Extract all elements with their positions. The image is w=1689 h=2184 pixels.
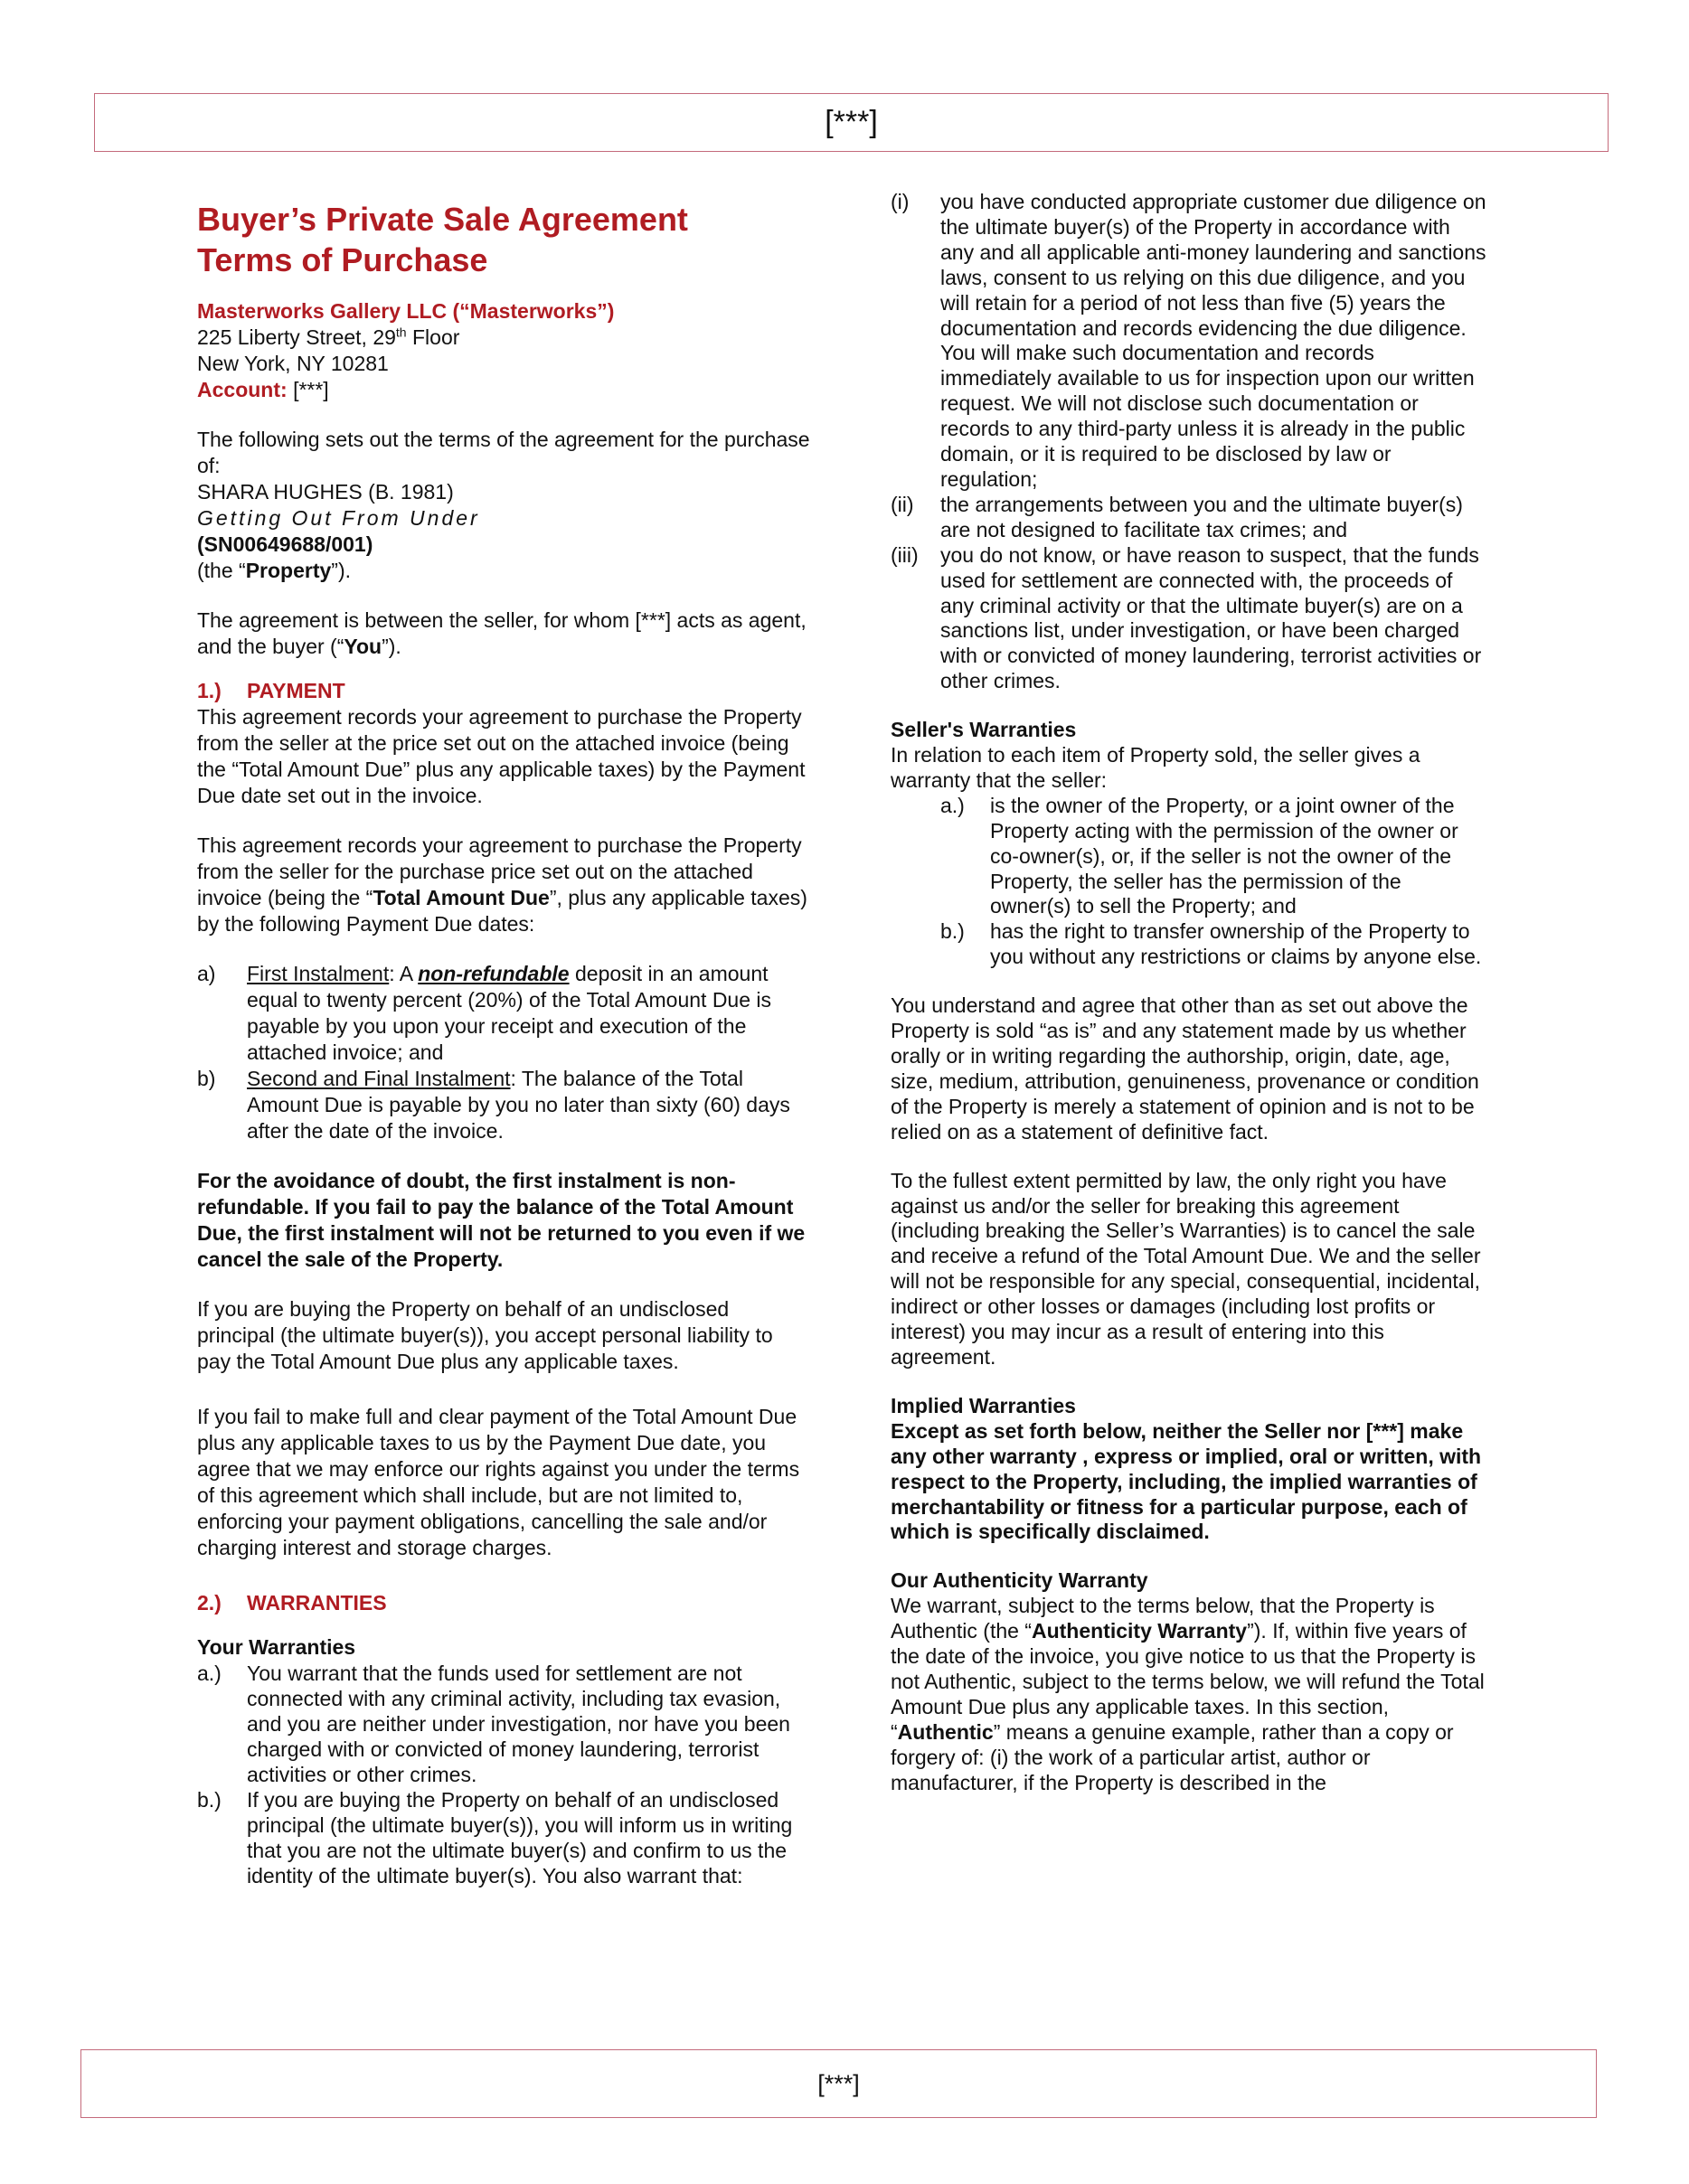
avoidance-of-doubt-note: For the avoidance of doubt, the first instalment is non-refundable. If you fail to pay the balance of the Total Amount Due, the first instalment will not be returned to you even if we cancel the sale of the Property. <box>197 1169 806 1271</box>
sellers-warranties-intro: In relation to each item of Property sold, the seller gives a warranty that the seller: <box>891 743 1420 792</box>
implied-warranties-heading: Implied Warranties <box>891 1393 1076 1417</box>
account-value: [***] <box>293 378 329 401</box>
address-line-2: New York, NY 10281 <box>197 352 389 375</box>
artist-name: SHARA HUGHES (B. 1981) <box>197 480 454 504</box>
footer-text: [***] <box>817 2069 860 2097</box>
account-label: Account: <box>197 378 288 401</box>
lot-number: (SN00649688/001) <box>197 532 373 556</box>
list-item: (i) you have conducted appropriate customer due diligence on the ultimate buyer(s) of the Property in accordance with any and all applicable anti-money laundering and sanctions laws, consent to us relying on this due diligence, and you will retain for a period of not less than five (5) years the documentation and records evidencing the due diligence. You will make such documentation and records immediately available to us for inspection upon our written request. We will not disclose such documentation or records to any third-party unless it is already in the public domain, or it is required to be disclosed by law or regulation; <box>891 190 1486 491</box>
implied-warranties-text: Except as set forth below, neither the Seller nor [***] make any other warranty , express or implied, oral or written, with respect to the Property, including, the implied warranties of merchantability or fitness for a particular purpose, each of which is specifically disclaimed. <box>891 1418 1482 1544</box>
list-item: (ii) the arrangements between you and the ultimate buyer(s) are not designed to facilitate tax crimes; and <box>891 492 1463 541</box>
parties-text: The agreement is between the seller, for whom [***] acts as agent, and the buyer (“You”). <box>197 608 807 658</box>
title-line-1: Buyer’s Private Sale Agreement <box>197 201 688 238</box>
account-line <box>197 377 812 403</box>
authenticity-warranty-text: We warrant, subject to the terms below, that the Property is Authentic (the “Authenticity Warranty”). If, within five years of the date of the invoice, you give notice to us that the Property is not Authentic, subject to the terms below, we will refund the Total Amount Due plus any applicable taxes. In this section, “Authentic” means a genuine example, rather than a copy or forgery of: (i) the work of a particular artist, author or manufacturer, if the Property is described in the <box>891 1594 1485 1794</box>
company-name: Masterworks Gallery LLC (“Masterworks”) <box>197 299 615 323</box>
list-item: a.) is the owner of the Property, or a joint owner of the Property acting with the permission of the owner or co-owner(s), or, if the seller is not the owner of the Property, the seller has the permission of the owner(s) to sell the Property; and <box>940 793 1458 918</box>
as-is-paragraph: You understand and agree that other than as set out above the Property is sold “as is” and any statement made by us whether orally or in writing regarding the authorship, origin, date, age, size, medium, attribution, genuineness, provenance or condition of the Property is merely a statement of opinion and is not to be relied on as a statement of definitive fact. <box>891 993 1479 1144</box>
footer-frame <box>80 2049 1597 2118</box>
payment-paragraph-3: If you are buying the Property on behalf of an undisclosed principal (the ultimate buyer(s)), you accept personal liability to pay the Total Amount Due plus any applicable taxes. <box>197 1297 773 1373</box>
document-title <box>197 199 812 280</box>
section-1-heading: 1.) PAYMENT <box>197 679 345 702</box>
list-item: a.) You warrant that the funds used for settlement are not connected with any criminal activity, including tax evasion, and you are neither under investigation, nor have you been charged with or convicted of money laundering, terrorist activities or other crimes. <box>197 1662 790 1786</box>
payment-paragraph-4: If you fail to make full and clear payment of the Total Amount Due plus any applicable taxes to us by the Payment Due date, you agree that we may enforce our rights against you under the terms of this agreement which shall include, but are not limited to, enforcing your payment obligations, cancelling the sale and/or charging interest and storage charges. <box>197 1405 800 1559</box>
authenticity-warranty-heading: Our Authenticity Warranty <box>891 1568 1148 1593</box>
property-definition: (the “Property”). <box>197 559 351 582</box>
section-2-heading: 2.) WARRANTIES <box>197 1591 387 1614</box>
limitation-paragraph: To the fullest extent permitted by law, the only right you have against us and/or the seller for breaking this agreement (including breaking the Seller’s Warranties) is to cancel the sale and receive a refund of the Total Amount Due. We and the seller will not be responsible for any special, consequential, incidental, indirect or other losses or damages (including lost profits or interest) you may incur as a result of entering into this agreement. <box>891 1168 1481 1369</box>
artwork-title: Getting Out From Under <box>197 506 480 530</box>
header-text: [***] <box>825 105 878 139</box>
right-column <box>891 190 1487 1795</box>
payment-paragraph-2: This agreement records your agreement to purchase the Property from the seller for the purchase price set out on the attached invoice (being the “Total Amount Due”, plus any applicable taxes) by the following Payment Due dates: <box>197 833 807 936</box>
list-item: b) Second and Final Instalment: The balance of the Total Amount Due is payable by you no later than sixty (60) days after the date of the invoice. <box>197 1067 790 1143</box>
left-column <box>197 190 812 1888</box>
list-item: b.) If you are buying the Property on behalf of an undisclosed principal (the ultimate buyer(s)), you will inform us in writing that you are not the ultimate buyer(s) and confirm to us the identity of the ultimate buyer(s). You also warrant that: <box>197 1788 793 1887</box>
intro-text: The following sets out the terms of the agreement for the purchase of: <box>197 428 810 477</box>
your-warranties-heading: Your Warranties <box>197 1635 356 1659</box>
payment-paragraph-1: This agreement records your agreement to purchase the Property from the seller at the price set out on the attached invoice (being the “Total Amount Due” plus any applicable taxes) by the Payment Due date set out in the invoice. <box>197 705 806 807</box>
list-item: b.) has the right to transfer ownership of the Property to you without any restrictions or claims by anyone else. <box>940 919 1482 969</box>
list-item: a) First Instalment: A non-refundable deposit in an amount equal to twenty percent (20%) of the Total Amount Due is payable by you upon your receipt and execution of the attached invoice; and <box>197 962 772 1064</box>
header-frame <box>94 93 1609 152</box>
address-line-1: 225 Liberty Street, 29th Floor <box>197 325 460 349</box>
title-line-2: Terms of Purchase <box>197 241 488 278</box>
list-item: (iii) you do not know, or have reason to suspect, that the funds used for settlement are connected with, the proceeds of any criminal activity or that the ultimate buyer(s) are on a sanctions list, under investigation, or have been charged with or convicted of money laundering, terrorist activities or other crimes. <box>891 542 1482 693</box>
sellers-warranties-heading: Seller's Warranties <box>891 718 1077 742</box>
